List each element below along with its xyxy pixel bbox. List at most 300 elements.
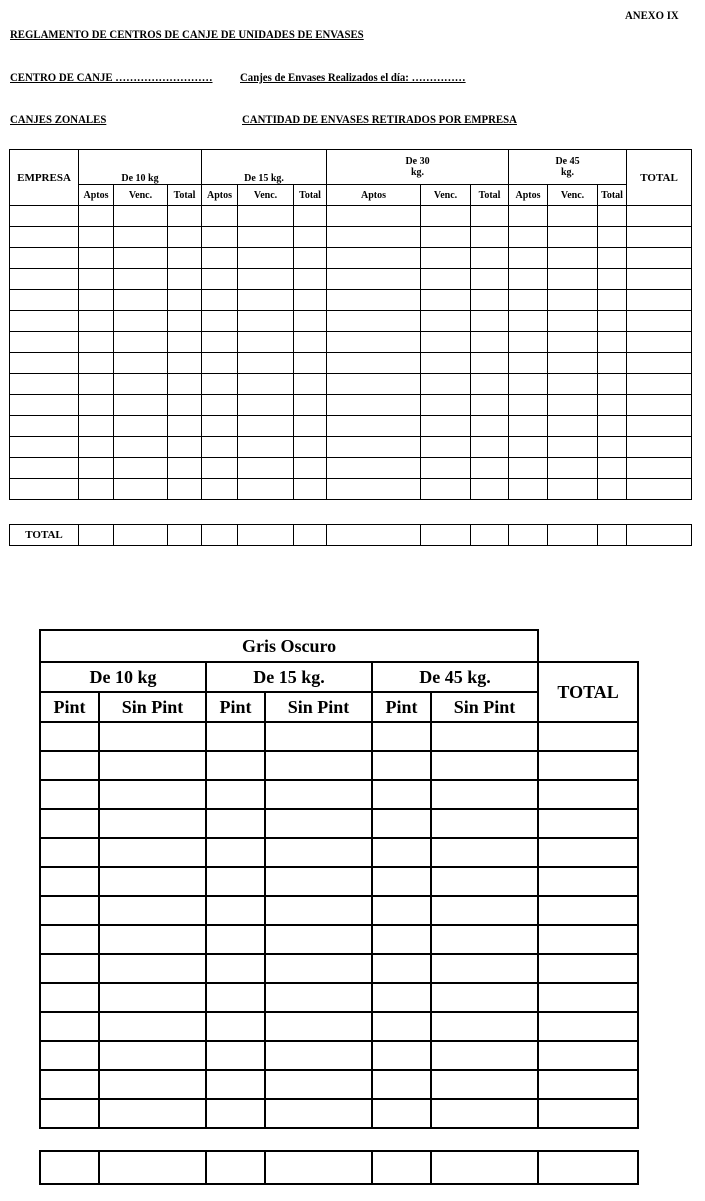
t2-pint-15: Pint [206, 692, 265, 722]
empty-cell [114, 353, 168, 374]
aptos-30-header: Aptos [327, 185, 421, 206]
empty-cell [471, 248, 509, 269]
empty-cell [294, 437, 327, 458]
empty-cell [598, 458, 627, 479]
exchange-table [9, 149, 692, 500]
venc-45-header: Venc. [548, 185, 598, 206]
empty-cell [598, 269, 627, 290]
empty-cell [206, 1099, 265, 1128]
empty-cell [202, 290, 238, 311]
empty-cell [548, 290, 598, 311]
empty-cell [627, 479, 692, 500]
empty-cell [327, 437, 421, 458]
empty-cell [372, 1070, 431, 1099]
empty-cell [627, 458, 692, 479]
empty-cell [99, 1070, 206, 1099]
empty-cell [327, 227, 421, 248]
empty-cell [509, 290, 548, 311]
empty-cell [79, 206, 114, 227]
empty-cell [431, 1099, 538, 1128]
empty-cell [548, 227, 598, 248]
total-15-header: Total [294, 185, 327, 206]
empty-cell [471, 437, 509, 458]
empty-cell [471, 353, 509, 374]
empty-cell [598, 227, 627, 248]
empty-cell [327, 290, 421, 311]
empty-cell [548, 374, 598, 395]
t2-sinpint-10: Sin Pint [99, 692, 206, 722]
empty-cell [509, 206, 548, 227]
empty-cell [509, 227, 548, 248]
empty-cell [168, 332, 202, 353]
empty-cell [114, 311, 168, 332]
empty-cell [114, 248, 168, 269]
empty-cell [40, 838, 99, 867]
empty-cell [421, 437, 471, 458]
empty-cell [114, 332, 168, 353]
empty-cell [265, 722, 372, 751]
empty-cell [238, 395, 294, 416]
empty-cell [538, 1070, 638, 1099]
empty-cell [40, 1041, 99, 1070]
empty-cell [10, 332, 79, 353]
empty-cell [372, 751, 431, 780]
empty-cell [114, 458, 168, 479]
table-row [40, 925, 638, 954]
t2-pint-45: Pint [372, 692, 431, 722]
table-row [40, 1070, 638, 1099]
empty-cell [206, 867, 265, 896]
empty-cell [372, 780, 431, 809]
empty-cell [168, 395, 202, 416]
table-row [10, 227, 692, 248]
empty-cell [548, 458, 598, 479]
empty-cell [206, 983, 265, 1012]
empty-cell [421, 395, 471, 416]
empty-cell [294, 374, 327, 395]
empty-cell [10, 374, 79, 395]
empty-cell [265, 780, 372, 809]
table-row [10, 353, 692, 374]
empty-cell [206, 809, 265, 838]
total-30-header: Total [471, 185, 509, 206]
table-row [40, 1012, 638, 1041]
total-row-label: TOTAL [10, 525, 79, 546]
empty-cell [421, 353, 471, 374]
table-row [10, 248, 692, 269]
empty-cell [202, 416, 238, 437]
empty-cell [40, 867, 99, 896]
venc-10-header: Venc. [114, 185, 168, 206]
empty-cell [238, 332, 294, 353]
empty-cell [206, 1151, 265, 1184]
empty-cell [372, 809, 431, 838]
empty-cell [538, 838, 638, 867]
empty-cell [421, 248, 471, 269]
table-row [10, 311, 692, 332]
empty-cell [10, 437, 79, 458]
empty-cell [40, 983, 99, 1012]
empty-cell [294, 458, 327, 479]
empty-cell [238, 269, 294, 290]
empty-cell [327, 248, 421, 269]
empty-cell [114, 479, 168, 500]
empty-cell [238, 227, 294, 248]
empty-cell [202, 206, 238, 227]
empty-cell [114, 437, 168, 458]
empty-cell [114, 206, 168, 227]
empty-cell [627, 416, 692, 437]
empty-cell [168, 290, 202, 311]
empty-cell [421, 269, 471, 290]
empty-cell [40, 751, 99, 780]
exchange-date-label: Canjes de Envases Realizados el día: …………… [240, 70, 466, 84]
empty-cell [471, 374, 509, 395]
empty-cell [265, 1070, 372, 1099]
empty-cell [372, 983, 431, 1012]
total-header: TOTAL [627, 150, 692, 206]
empty-cell [238, 525, 294, 546]
empty-cell [238, 437, 294, 458]
empty-cell [372, 1151, 431, 1184]
exchange-center-label: CENTRO DE CANJE ……………………… [10, 70, 213, 84]
empty-cell [598, 248, 627, 269]
empty-cell [79, 311, 114, 332]
group-45kg-header: De 45 kg. [509, 150, 627, 185]
empty-cell [265, 896, 372, 925]
empty-cell [265, 925, 372, 954]
empty-cell [627, 332, 692, 353]
empty-cell [538, 751, 638, 780]
empty-cell [509, 458, 548, 479]
empty-cell [265, 867, 372, 896]
table-row [40, 1099, 638, 1128]
empty-cell [238, 353, 294, 374]
empty-cell [548, 311, 598, 332]
empty-cell [238, 311, 294, 332]
empty-cell [238, 248, 294, 269]
table-row [10, 374, 692, 395]
empty-cell [114, 416, 168, 437]
empty-cell [327, 269, 421, 290]
empty-cell [372, 838, 431, 867]
empty-cell [548, 353, 598, 374]
empty-cell [206, 780, 265, 809]
empty-cell [548, 332, 598, 353]
t2-group-15kg: De 15 kg. [206, 662, 372, 692]
t2-group-45kg: De 45 kg. [372, 662, 538, 692]
empty-cell [206, 1041, 265, 1070]
empty-cell [431, 751, 538, 780]
table-row [40, 809, 638, 838]
empty-cell [509, 395, 548, 416]
empty-cell [471, 311, 509, 332]
empty-cell [10, 458, 79, 479]
empty-cell [548, 206, 598, 227]
empty-cell [40, 896, 99, 925]
empty-cell [206, 896, 265, 925]
empty-cell [10, 290, 79, 311]
empty-cell [294, 290, 327, 311]
empty-cell [327, 332, 421, 353]
empty-cell [431, 983, 538, 1012]
empty-cell [627, 290, 692, 311]
empty-cell [431, 1070, 538, 1099]
empty-cell [40, 1070, 99, 1099]
empty-cell [206, 838, 265, 867]
empty-cell [598, 353, 627, 374]
empty-cell [372, 925, 431, 954]
empty-cell [471, 290, 509, 311]
empty-cell [206, 1070, 265, 1099]
empty-cell [202, 332, 238, 353]
empty-cell [598, 311, 627, 332]
empty-cell [327, 353, 421, 374]
empty-cell [202, 479, 238, 500]
empty-cell [431, 1041, 538, 1070]
empresa-header: EMPRESA [10, 150, 79, 206]
empty-cell [548, 395, 598, 416]
table-row [40, 954, 638, 983]
empty-cell [202, 227, 238, 248]
empty-cell [421, 525, 471, 546]
empty-cell [471, 395, 509, 416]
empty-cell [538, 780, 638, 809]
table-row [10, 206, 692, 227]
empty-cell [548, 437, 598, 458]
empty-cell [168, 479, 202, 500]
empty-cell [471, 332, 509, 353]
empty-cell [265, 1151, 372, 1184]
empty-cell [238, 374, 294, 395]
table-row [10, 395, 692, 416]
empty-cell [538, 1041, 638, 1070]
t2-sinpint-45: Sin Pint [431, 692, 538, 722]
empty-cell [114, 227, 168, 248]
zonal-exchanges-label: CANJES ZONALES [10, 112, 107, 126]
empty-cell [294, 248, 327, 269]
empty-cell [538, 983, 638, 1012]
empty-cell [114, 525, 168, 546]
empty-cell [99, 751, 206, 780]
empty-cell [168, 248, 202, 269]
empty-cell [598, 206, 627, 227]
empty-cell [40, 780, 99, 809]
empty-cell [627, 311, 692, 332]
empty-cell [327, 374, 421, 395]
empty-cell [598, 416, 627, 437]
empty-cell [99, 1012, 206, 1041]
empty-cell [10, 353, 79, 374]
empty-cell [294, 206, 327, 227]
empty-cell [202, 395, 238, 416]
empty-cell [421, 206, 471, 227]
empty-cell [509, 479, 548, 500]
empty-cell [206, 954, 265, 983]
empty-cell [509, 248, 548, 269]
venc-15-header: Venc. [238, 185, 294, 206]
empty-cell [40, 954, 99, 983]
empty-cell [294, 416, 327, 437]
empty-cell [421, 479, 471, 500]
empty-cell [168, 416, 202, 437]
empty-cell [548, 269, 598, 290]
empty-cell [79, 374, 114, 395]
empty-cell [327, 416, 421, 437]
empty-cell [548, 479, 598, 500]
empty-cell [421, 458, 471, 479]
table-row [10, 416, 692, 437]
empty-cell [206, 751, 265, 780]
empty-cell [10, 416, 79, 437]
table-row [40, 780, 638, 809]
empty-cell [168, 437, 202, 458]
empty-cell [206, 925, 265, 954]
empty-cell [10, 206, 79, 227]
empty-cell [265, 809, 372, 838]
empty-cell [10, 227, 79, 248]
empty-cell [99, 838, 206, 867]
empty-cell [79, 458, 114, 479]
empty-cell [265, 838, 372, 867]
table-row [10, 458, 692, 479]
empty-cell [431, 896, 538, 925]
empty-cell [99, 983, 206, 1012]
t2-group-10kg: De 10 kg [40, 662, 206, 692]
empty-cell [265, 1041, 372, 1070]
empty-cell [99, 809, 206, 838]
empty-cell [538, 896, 638, 925]
table-row [10, 269, 692, 290]
table-row [40, 896, 638, 925]
empty-cell [168, 525, 202, 546]
empty-cell [114, 374, 168, 395]
empty-cell [598, 395, 627, 416]
empty-cell [548, 248, 598, 269]
group-15kg-header: De 15 kg. [202, 150, 327, 185]
empty-cell [538, 954, 638, 983]
empty-cell [10, 311, 79, 332]
empty-cell [431, 780, 538, 809]
empty-cell [509, 311, 548, 332]
table-row [40, 1041, 638, 1070]
table-row [40, 722, 638, 751]
empty-cell [168, 353, 202, 374]
empty-cell [471, 227, 509, 248]
table-row [40, 838, 638, 867]
empty-cell [598, 332, 627, 353]
empty-cell [627, 525, 692, 546]
empty-cell [294, 525, 327, 546]
empty-cell [538, 1012, 638, 1041]
empty-cell [40, 1099, 99, 1128]
empty-cell [421, 311, 471, 332]
empty-cell [79, 248, 114, 269]
empty-cell [79, 437, 114, 458]
table-row [10, 332, 692, 353]
empty-cell [202, 525, 238, 546]
empty-cell [548, 416, 598, 437]
empty-cell [294, 479, 327, 500]
empty-cell [327, 525, 421, 546]
aptos-10-header: Aptos [79, 185, 114, 206]
empty-cell [627, 353, 692, 374]
gris-oscuro-table [39, 629, 639, 1129]
empty-cell [265, 983, 372, 1012]
empty-cell [294, 332, 327, 353]
empty-cell [627, 437, 692, 458]
empty-cell [431, 925, 538, 954]
empty-cell [627, 248, 692, 269]
empty-cell [79, 479, 114, 500]
empty-cell [598, 374, 627, 395]
empty-cell [471, 458, 509, 479]
empty-cell [431, 954, 538, 983]
document-title: REGLAMENTO DE CENTROS DE CANJE DE UNIDADES DE ENVASES [10, 27, 364, 41]
quantity-by-company-label: CANTIDAD DE ENVASES RETIRADOS POR EMPRESA [242, 112, 517, 126]
empty-cell [471, 269, 509, 290]
empty-cell [79, 353, 114, 374]
empty-cell [168, 269, 202, 290]
empty-cell [421, 290, 471, 311]
empty-cell [327, 206, 421, 227]
empty-cell [421, 332, 471, 353]
total-45-header: Total [598, 185, 627, 206]
table-row [40, 983, 638, 1012]
empty-cell [294, 395, 327, 416]
t2-sinpint-15: Sin Pint [265, 692, 372, 722]
empty-cell [40, 809, 99, 838]
empty-cell [99, 896, 206, 925]
empty-cell [509, 437, 548, 458]
empty-cell [79, 416, 114, 437]
empty-cell [79, 227, 114, 248]
empty-cell [238, 290, 294, 311]
annex-label: ANEXO IX [625, 8, 679, 22]
empty-cell [548, 525, 598, 546]
empty-cell [372, 722, 431, 751]
empty-cell [598, 479, 627, 500]
empty-cell [372, 867, 431, 896]
empty-cell [168, 374, 202, 395]
empty-cell [40, 1151, 99, 1184]
empty-cell [202, 437, 238, 458]
empty-cell [538, 925, 638, 954]
group-30kg-header: De 30 kg. [327, 150, 509, 185]
empty-cell [598, 290, 627, 311]
empty-cell [202, 248, 238, 269]
empty-cell [538, 1151, 638, 1184]
empty-cell [421, 416, 471, 437]
empty-cell [509, 353, 548, 374]
empty-cell [538, 809, 638, 838]
empty-cell [238, 479, 294, 500]
empty-cell [627, 227, 692, 248]
empty-cell [265, 1012, 372, 1041]
table-row [40, 867, 638, 896]
empty-cell [327, 395, 421, 416]
empty-cell [99, 780, 206, 809]
empty-cell [202, 269, 238, 290]
empty-cell [509, 416, 548, 437]
empty-cell [294, 311, 327, 332]
empty-cell [99, 1099, 206, 1128]
empty-cell [202, 458, 238, 479]
table-row [40, 751, 638, 780]
empty-cell [372, 896, 431, 925]
empty-cell [431, 867, 538, 896]
gris-oscuro-total-row [39, 1150, 639, 1185]
